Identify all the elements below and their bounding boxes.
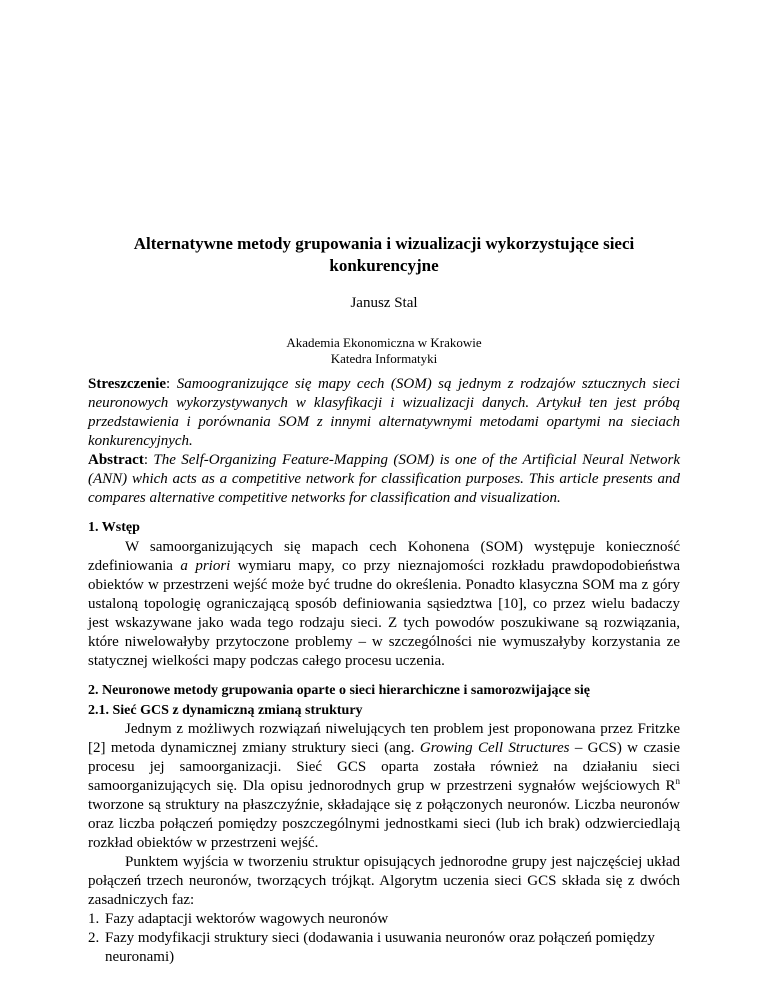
section-2-1-heading: 2.1. Sieć GCS z dynamiczną zmianą struktury (88, 703, 363, 718)
list-item-number: 2. (88, 930, 100, 946)
abstract-label: Abstract (88, 452, 144, 468)
streszczenie-colon: : (166, 376, 177, 392)
streszczenie-label: Streszczenie (88, 376, 167, 392)
section-1-italic: a priori (180, 558, 231, 574)
section-2-1-text-b: – GCS) w czasie procesu jej samoorganizacji. Sieć GCS oparta została również na działaniu sieci samoorganizujących się. Dla opisu jednorodnych grup w przestrzeni sygnałów wejściowych R (88, 740, 680, 794)
affiliation-institution: Akademia Ekonomiczna w Krakowie (286, 335, 482, 350)
section-2-1-superscript: n (675, 776, 680, 786)
streszczenie-text: Samoogranizujące się mapy cech (SOM) są jednym z rodzajów sztucznych sieci neuronowych wykorzystywanych w klasyfikacji i wizualizacji danych. Artykuł ten jest próbą przedstawienia i porównania SOM z innymi alternatywnymi metodami opartymi na sieciach konkurencyjnych. (88, 376, 680, 449)
section-2-1-text-a: Jednym z możliwych rozwiązań niwelujących ten problem jest proponowana przez Fritzke [2] metoda dynamicznej zmiany struktury sieci (ang. (88, 721, 680, 756)
list-item-number: 1. (88, 911, 100, 927)
paper-title: Alternatywne metody grupowania i wizualizacji wykorzystujące sieci konkurencyjne (133, 234, 635, 275)
list-item-text: Fazy modyfikacji struktury sieci (dodawania i usuwania neuronów oraz połączeń pomiędzy neuronami) (105, 930, 655, 965)
section-2-1-italic: Growing Cell Structures (419, 740, 570, 756)
list-item (88, 929, 680, 967)
abstract-text: The Self-Organizing Feature-Mapping (SOM) is one of the Artificial Neural Network (ANN) which acts as a competitive network for classification purposes. This article presents and compares alternative competitive networks for classification and visualization. (88, 452, 680, 506)
abstract-block (88, 375, 680, 508)
streszczenie-paragraph (88, 375, 680, 451)
section-1-paragraph (88, 538, 680, 671)
abstract-colon: : (143, 452, 154, 468)
paper-content (88, 233, 680, 967)
section-2-heading: 2. Neuronowe metody grupowania oparte o sieci hierarchiczne i samorozwijające się (88, 683, 590, 698)
section-1-text-a: W samoorganizujących się mapach cech Kohonena (SOM) występuje konieczność zdefiniowania (88, 539, 680, 574)
affiliation (88, 335, 680, 367)
section-1-heading: 1. Wstęp (88, 520, 140, 535)
list-item (88, 910, 680, 929)
section-2-1-paragraph-2: Punktem wyjścia w tworzeniu struktur opisujących jednorodne grupy jest najczęściej układ połączeń trzech neuronów, tworzących trójkąt. Algorytm uczenia sieci GCS składa się z dwóch zasadniczych faz: (88, 854, 680, 908)
abstract-paragraph (88, 451, 680, 508)
paper-author: Janusz Stal (350, 295, 418, 311)
list-item-text: Fazy adaptacji wektorów wagowych neuronów (105, 911, 389, 927)
section-1-text-b: wymiaru mapy, co przy nieznajomości rozkładu prawdopodobieństwa obiektów w przestrzeni wejść może być trudne do określenia. Ponadto klasyczna SOM ma z góry ustaloną topologię ograniczającą sposób definiowania sąsiedztwa [10], co przez wielu badaczy jest wskazywane jako wada tego rodzaju sieci. Z tych powodów poszukiwane są rozwiązania, które niwelowałyby przytoczone problemy – w szczególności nie wymuszałyby korzystania ze statycznej wielkości mapy podczas całego procesu uczenia. (88, 558, 680, 669)
section-2-1-text-c: tworzone są struktury na płaszczyźnie, składające się z połączonych neuronów. Liczba neuronów oraz liczba połączeń pomiędzy poszczególnymi jednostkami sieci (lub ich brak) odzwierciedlają rozkład obiektów w przestrzeni wejść. (88, 797, 680, 851)
affiliation-department: Katedra Informatyki (330, 351, 438, 366)
section-2-1-paragraph-1 (88, 720, 680, 853)
phases-list (88, 910, 680, 967)
